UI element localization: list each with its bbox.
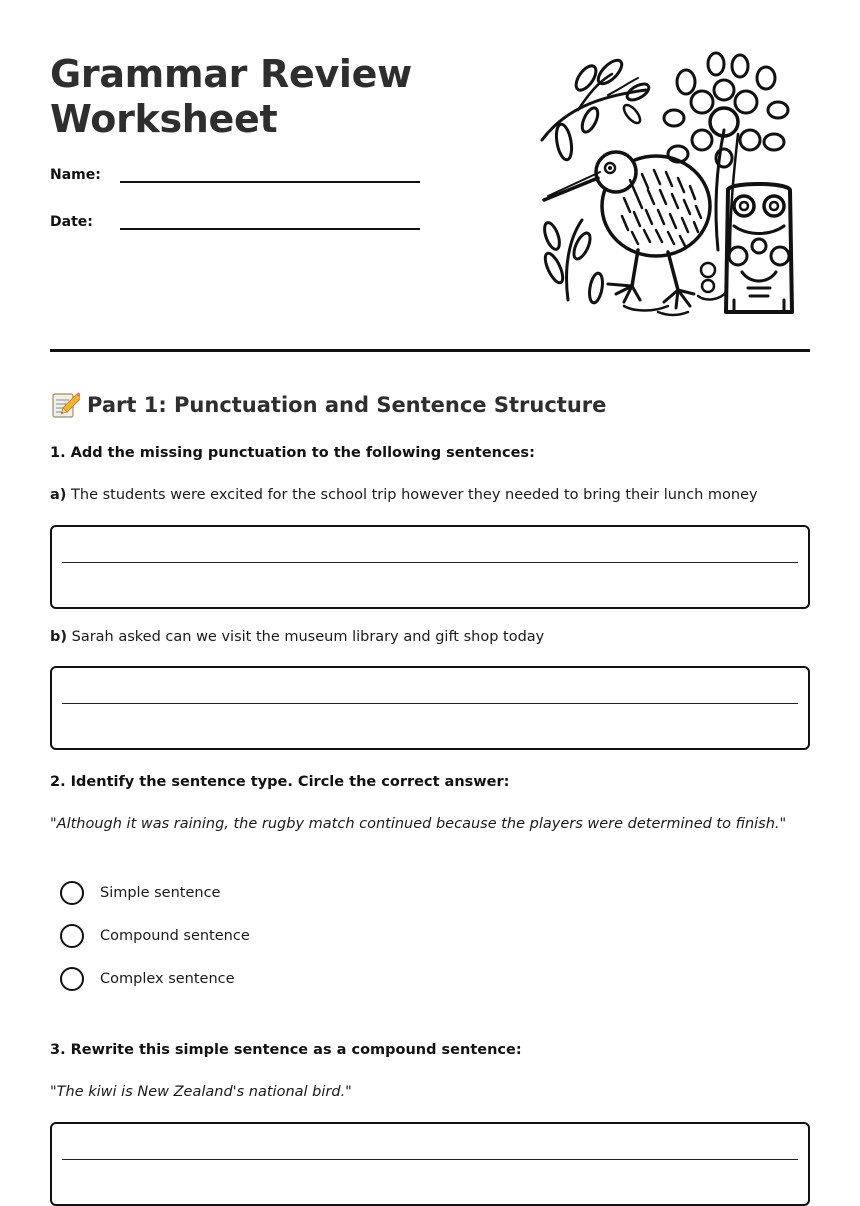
date-field[interactable] <box>50 210 430 238</box>
radio-circle[interactable] <box>60 924 84 948</box>
q1a-label: a) <box>50 487 67 503</box>
memo-pencil-icon <box>50 390 80 420</box>
part1-heading <box>50 388 606 422</box>
q1a-sentence <box>50 487 758 503</box>
q3-answer-box[interactable] <box>50 1122 810 1206</box>
option-label: Compound sentence <box>100 928 250 944</box>
date-write-line[interactable] <box>120 228 420 230</box>
q1a-answer-box[interactable] <box>50 525 810 609</box>
date-label: Date: <box>50 214 93 230</box>
title-line-1: Grammar Review <box>50 52 412 96</box>
option-label: Simple sentence <box>100 885 221 901</box>
q1a-text: The students were excited for the school trip however they needed to bring their lunch money <box>66 487 758 503</box>
q1a-answer-line <box>62 562 798 563</box>
q2-option-compound[interactable] <box>60 923 250 949</box>
q2-option-complex[interactable] <box>60 966 235 992</box>
q3-answer-line <box>62 1159 798 1160</box>
q2-option-simple[interactable] <box>60 880 220 906</box>
name-write-line[interactable] <box>120 181 420 183</box>
worksheet-page <box>50 0 810 1161</box>
q1-prompt: 1. Add the missing punctuation to the following sentences: <box>50 445 535 461</box>
title-line-2: Worksheet <box>50 97 278 141</box>
name-label: Name: <box>50 167 101 183</box>
header-divider <box>50 349 810 352</box>
radio-circle[interactable] <box>60 967 84 991</box>
q2-quote: "Although it was raining, the rugby match continued because the players were determined to finish." <box>50 816 787 832</box>
q2-prompt: 2. Identify the sentence type. Circle the correct answer: <box>50 774 510 790</box>
q1b-text: Sarah asked can we visit the museum library and gift shop today <box>67 629 545 645</box>
part1-title: Part 1: Punctuation and Sentence Structure <box>87 393 607 417</box>
option-label: Complex sentence <box>100 971 235 987</box>
q1b-sentence <box>50 629 544 645</box>
q1b-answer-line <box>62 703 798 704</box>
radio-circle[interactable] <box>60 881 84 905</box>
name-field[interactable] <box>50 163 430 191</box>
q3-prompt: 3. Rewrite this simple sentence as a compound sentence: <box>50 1042 522 1058</box>
q1b-answer-box[interactable] <box>50 666 810 750</box>
kiwi-bird-tiki-illustration <box>538 50 804 322</box>
q1b-label: b) <box>50 629 68 645</box>
q3-quote: "The kiwi is New Zealand's national bird." <box>50 1084 352 1100</box>
worksheet-title <box>50 52 412 142</box>
